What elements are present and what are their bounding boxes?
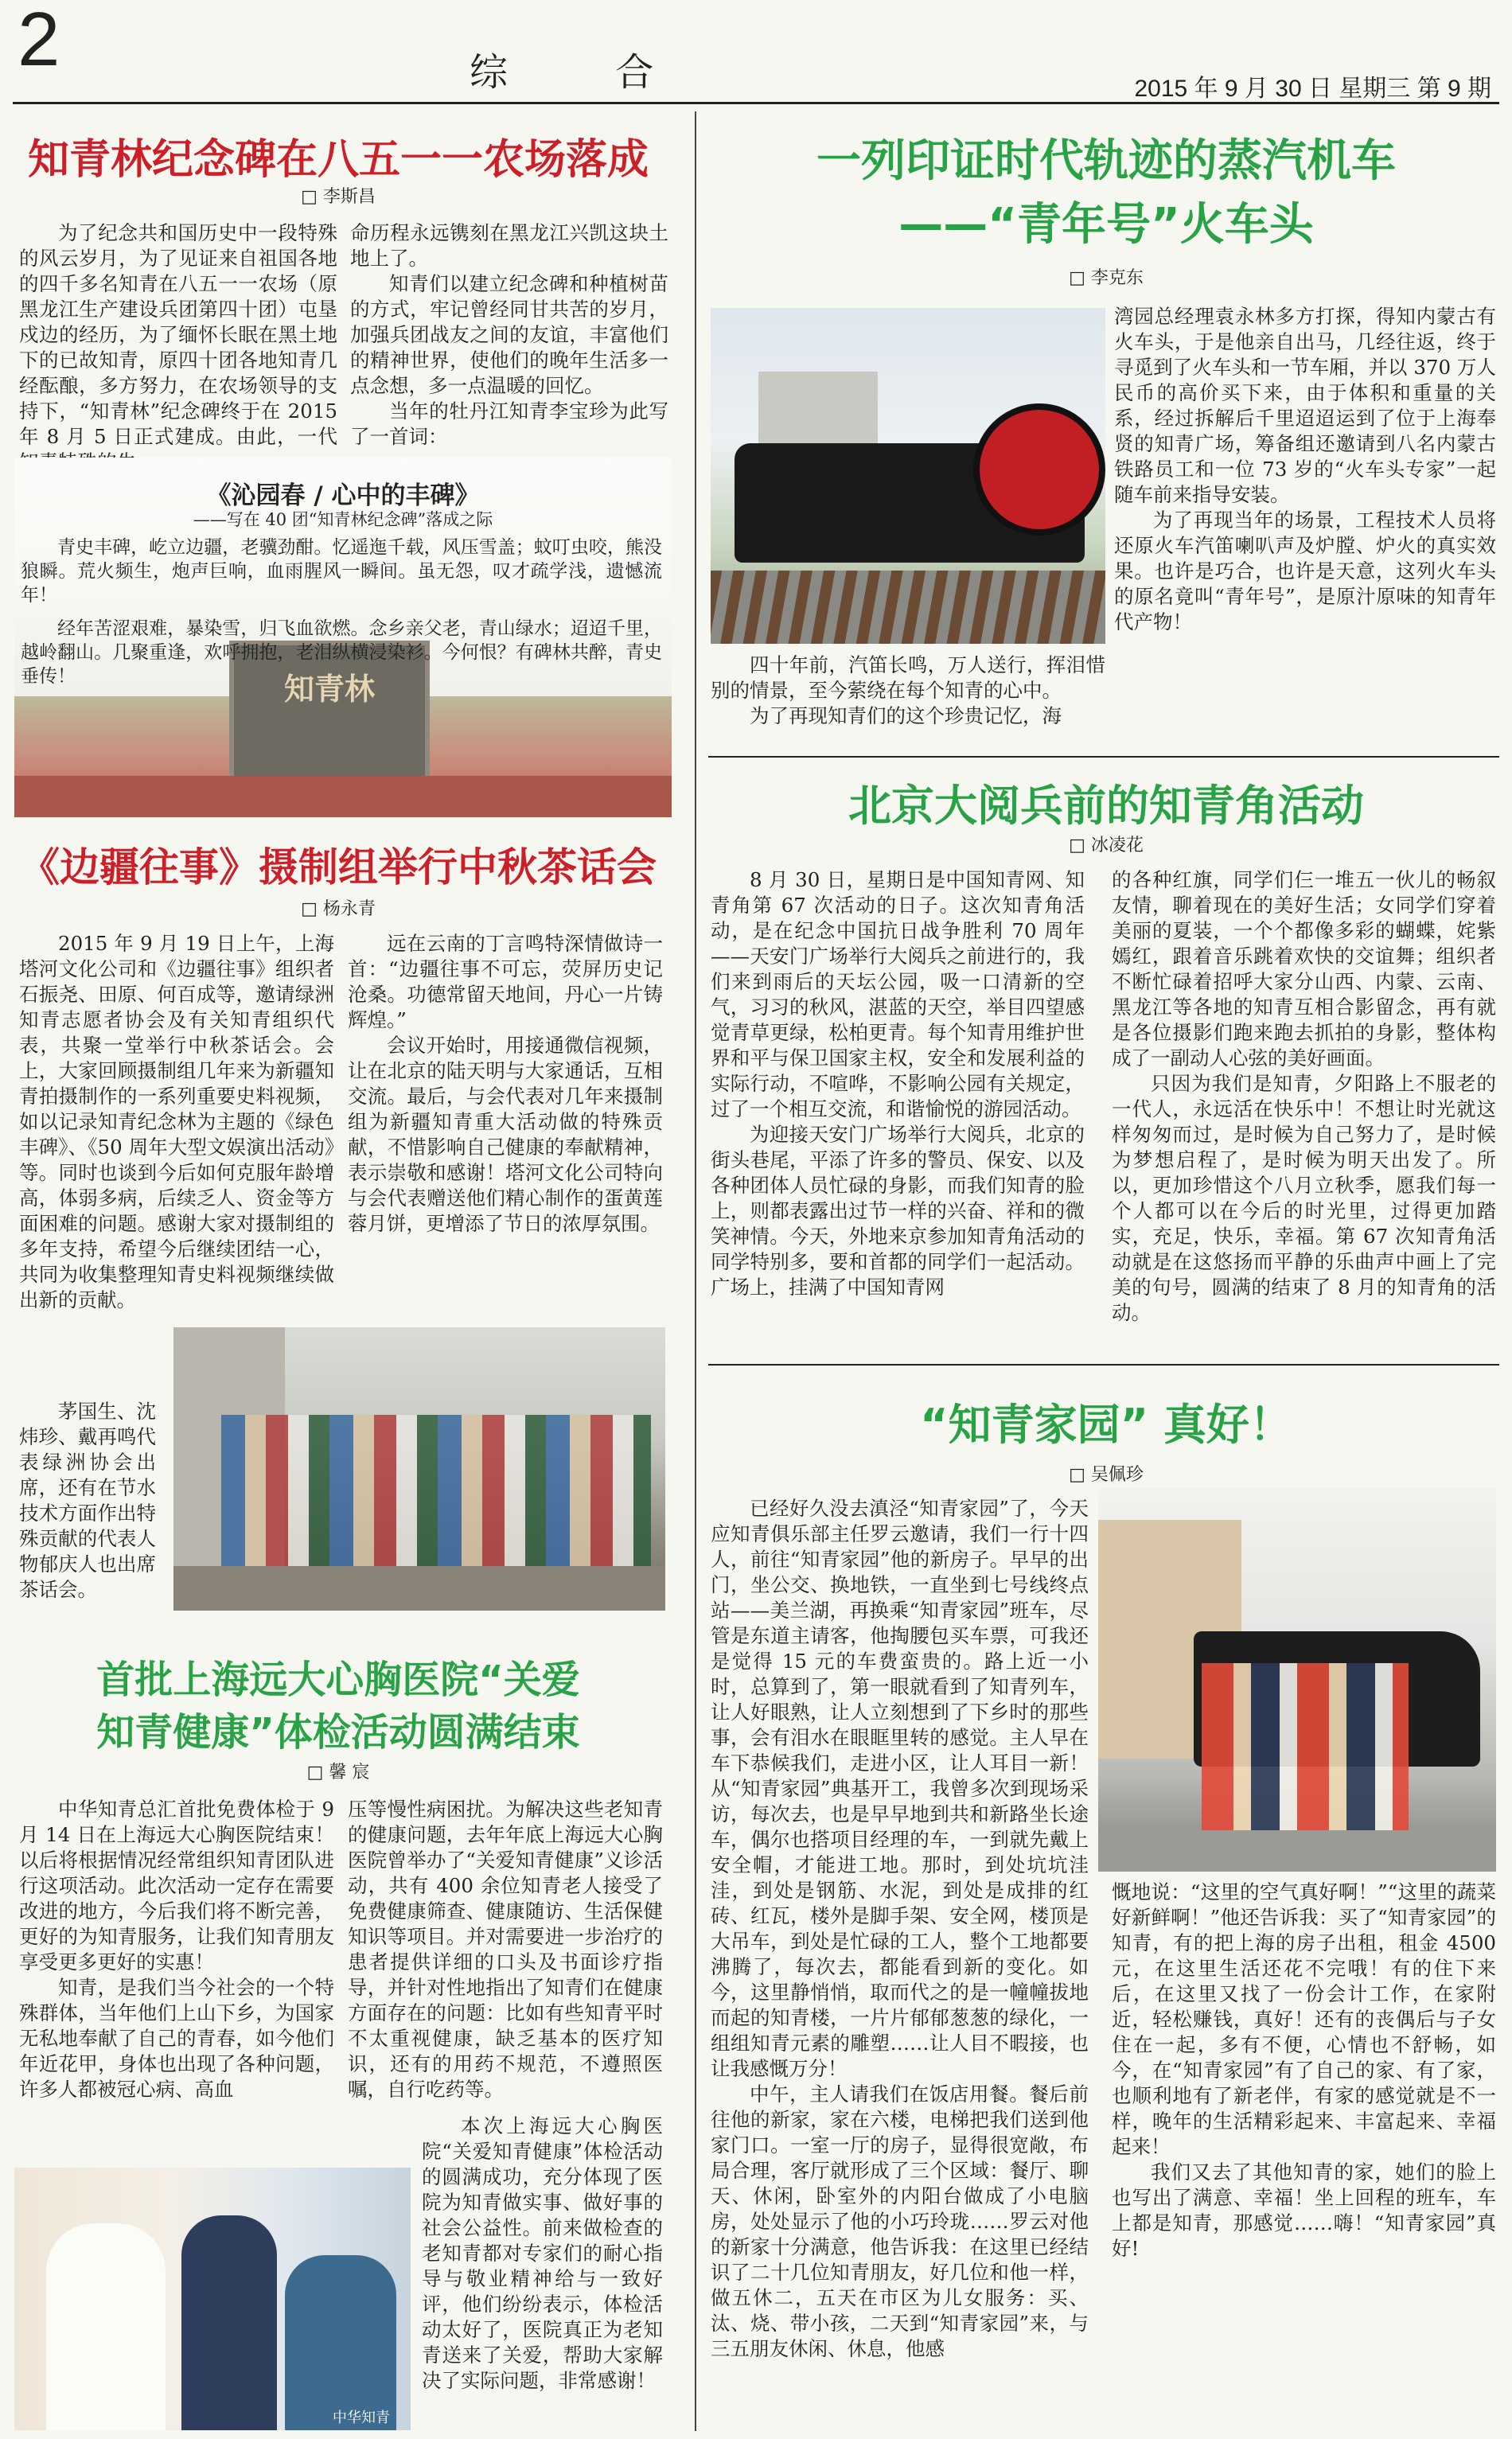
article5-author: □ 冰凌花 [1069,836,1144,855]
poem-title: 《沁园春 / 心中的丰碑》 [206,481,480,510]
poem-subtitle: ——写在 40 团“知青林纪念碑”落成之际 [193,510,493,529]
monument-inscription: 知青林 [283,671,375,707]
article1-col2: 命历程永远镌刻在黑龙江兴凯这块土地上了。 知青们以建立纪念碑和种植树苗的方式，牢记曾经同甘共苦的岁月，加强兵团战友之间的友谊，丰富他们的精神世界，使他们的晚年生活多一点念想，多一点温暖的回忆。 当年的牡丹江知青李宝珍为此写了一首词： [350,221,668,448]
tea-party-group-photo [173,1327,665,1611]
group-of-people [221,1415,651,1566]
article6-title: “知青家园” 真好！ [920,1400,1292,1450]
article6-author: □ 吴佩珍 [1069,1465,1144,1485]
article5-col1: 8 月 30 日，星期日是中国知青网、知青角第 67 次活动的日子。这次知青角活动，是在纪念中国抗日战争胜利 70 周年——天安门广场举行大阅兵之前进行的，我们来到雨后的天坛公园，吸一口清新的空气，习习的秋风，湛蓝的天空，举目四望感觉青草更绿，松柏更青。每个知青用维护世界和平与保卫国家主权，安全和发展利益的实际行动，不喧哗，不影响公园有关规定，过了一个相互交流，和谐愉悦的游园活动。 为迎接天安门广场举行大阅兵，北京的街头巷尾，平添了许多的警员、保安、以及各种团体人员忙碌的身影，而我们知青的脸上，则都表露出过节一样的兴奋、祥和的微笑神情。今天，外地来京参加知青角活动的同学特别多，要和首都的同学们一起活动。广场上，挂满了中国知青网 [711,868,1085,1299]
visitor-figure [181,2215,277,2430]
article2-author: □ 杨永青 [301,899,376,919]
section-rule-2 [708,1364,1499,1366]
stone-steps [173,1566,665,1611]
article3-col2b: 本次上海远大心胸医院“关爱知青健康”体检活动的圆满成功，充分体现了医院为知青做实事、做好事的社会公益性。前来做检查的老知青都对专家们的耐心指导与敬业精神给与一致好评，他们纷纷表示，体检活动太好了，医院真正为老知青送来了关爱，帮助大家解决了实际问题，非常感谢！ [422,2114,663,2392]
article6-col1: 已经好久没去滇泾“知青家园”了，今天应知青俱乐部主任罗云邀请，我们一行十四人，前往“知青家园”他的新房子。早早的出门，坐公交、换地铁，一直坐到七号线终点站——美兰湖，再换乘“知青家园”班车，尽管是东道主请客，他掏腰包买车票，可我还是觉得 15 元的车费蛮贵的。路上近一小时，总算到了，第一眼就看到了知青列车，让人好眼熟，让人立刻想到了下乡时的那些事，会有泪水在眼眶里转的感觉。主人早在车下恭候我们，走进小区，让人耳目一新！从“知青家园”典基开工，我曾多次到现场采访，每次去，也是早早地到共和新路坐长途车，偶尔也搭项目经理的车，一到就先戴上安全帽，才能进工地。那时，到处坑坑洼洼，到处是钢筋、水泥，到处是成排的红砖、红瓦，楼外是脚手架、安全网，楼顶是大吊车，到处是忙碌的工人，整个工地都要沸腾了，每次去，都能看到新的变化。如今，这里静悄悄，取而代之的是一幢幢拔地而起的知青楼，一片片郁郁葱葱的绿化，一组组知青元素的雕塑……让人目不暇接，也让我感慨万分！ 中午，主人请我们在饭店用餐。餐后前往他的新家，家在六楼，电梯把我们送到他家门口。一室一厅的房子，显得很宽敞，布局合理，客厅就形成了三个区域：餐厅、聊天、休闲，卧室外的内阳台做成了小电脑房，处处显示了他的小巧玲珑……罗云对他的新家十分满意，他告诉我：在这里已经结识了二十几位知青朋友，好几位和他一样，做五休二，五天在市区为儿女服务：买、汰、烧、带小孩，二天到“知青家园”来，与三五朋友休闲、休息，他感 [711,1497,1089,2360]
article5-title: 北京大阅兵前的知青角活动 [848,781,1364,831]
section-title: 综 合 [470,50,702,95]
railway-track [711,571,1105,644]
masthead-rule [13,102,1499,104]
health-check-photo [14,2168,411,2430]
article4-title-line1: 一列印证时代轨迹的蒸汽机车 [816,135,1396,187]
brick-path [14,776,672,817]
article2-col2: 远在云南的丁言鸣特深情做诗一首：“边疆往事不可忘，荧屏历史记沧桑。功德常留天地间，丹心一片铸辉煌。” 会议开始时，用接通微信视频，让在北京的陆天明与大家通话，互相交流。最后，与会代表对几年来摄制组为新疆知青重大活动做的特殊贡献，不惜影响自己健康的奉献精神，表示崇敬和感谢！塔河文化公司特向与会代表赠送他们精心制作的蛋黄莲蓉月饼，更增添了节日的浓厚氛围。 [348,932,663,1235]
plaza-ground [1098,1830,1496,1872]
article1-col1: 为了纪念共和国历史中一段特殊的风云岁月，为了见证来自祖国各地的四千多名知青在八五一一农场（原黑龙江生产建设兵团第四十团）屯垦戍边的经历，为了缅怀长眠在黑土地下的已故知青，原四十团各地知青几经酝酿，多方努力，在农场领导的支持下，“知青林”纪念碑终于在 2015 年 8 月 5 日正式建成。由此，一代 [19,221,337,448]
article6-col2: 慨地说：“这里的空气真好啊！”“这里的蔬菜好新鲜啊！”他还告诉我：买了“知青家园”的知青，有的把上海的房子出租，租金 4500 元，在这里生活还花不完哦！有的住下来后，在这里又找了一份会计工作，在家附近，轻松赚钱，真好！还有的丧偶后与子女住在一起，多有不便，心情也不舒畅，如今，在“知青家园”有了自己的家、有了家，也顺利地有了新老伴，有家的感觉就是不一样，晚年的生活精彩起来、丰富起来、幸福起来！ 我们又去了其他知青的家，她们的脸上也写出了满意、幸福！坐上回程的班车，车上都是知青，那感觉……嗨！“知青家园”真好! [1112,1880,1496,2260]
article2-col1b: 茅国生、沈炜珍、戴再鸣代表绿洲协会出席，还有在节水技术方面作出特殊贡献的代表人物郁庆人也出席茶话会。 [19,1400,156,1601]
section-rule [708,756,1499,758]
article4-col-right: 湾园总经理袁永林多方打探，得知内蒙古有火车头，于是他亲自出马，几经往返，终于寻觅到了火车头和一节车厢，并以 370 万人民币的高价买下来，由于体积和重量的关系，经过拆解后千里迢迢运到了位于上海奉贤的知青广场，筹备组还邀请到八名内蒙古铁路员工和一位 73 岁的“火车头专家”一起随车前来指导安装。 为了再现当年的场景，工程技术人员将还原火车汽笛喇叭声及炉膛、炉火的真实效果。也许是巧合，也许是天意，这列火车头的原名竟叫“青年号”，是原汁原味的知青年代产物！ [1114,305,1496,633]
column-divider [695,111,696,2431]
article3-title-line1: 首批上海远大心胸医院“关爱 [96,1658,580,1702]
doctor-figure [46,2223,166,2430]
article5-col2: 的各种红旗，同学们仨一堆五一伙儿的畅叙友情，聊着现在的美好生活；女同学们穿着美丽的夏装，一个个都像多彩的蝴蝶，姹紫嫣红，跟着音乐跳着欢快的交谊舞；组织者不断忙碌着招呼大家分山西、内蒙、云南、黑龙江等各地的知青互相合影留念，再有就是各位摄影们跑来跑去抓拍的身影，整体构成了一副动人心弦的美好画面。 只因为我们是知青，夕阳路上不服老的一代人，永远活在快乐中！不想让时光就这样匆匆而过，是时候为自己努力了，是时候为梦想启程了，是时候为明天出发了。所以，更加珍惜这个八月立秋季，愿我们每一个人都可以在今后的时光里，过得更加踏实，充足，快乐，幸福。第 67 次知青角活动就是在这悠扬而平静的乐曲声中画上了完美的句号，圆满的结束了 8 月的知青角的活动。 [1112,868,1496,1324]
steam-locomotive-photo [711,308,1105,644]
article4-title-line2: ——“青年号”火车头 [898,199,1314,251]
article1-author: □ 李斯昌 [301,187,376,207]
article3-author: □ 馨 宸 [306,1763,370,1782]
article4-col-bottom: 四十年前，汽笛长鸣，万人送行，挥泪惜别的情景，至今萦绕在每个知青的心中。 为了再现知青们的这个珍贵记忆，海 [711,653,1105,727]
patient-figure [285,2255,396,2430]
zhiqing-jiayuan-photo [1098,1488,1496,1872]
issue-date: 2015 年 9 月 30 日 星期三 第 9 期 [1134,76,1491,102]
group-of-women [1202,1663,1409,1830]
monument-photo [14,458,672,817]
article3-col1: 中华知青总汇首批免费体检于 9 月 14 日在上海远大心胸医院结束！以后将根据情况经常组织知青团队进行这项活动。此次活动一定存在需要改进的地方，今后我们将不断完善，更好的为知青服务，让我们知青朋友享受更多更好的实惠！ 知青，是我们当今社会的一个特殊群体，当年他们上山下乡，为国家无私地奉献了自己的青春，如今他们年近花甲，身体也出现了各种问题，许多人都被冠心病、高血 [19,1798,334,2101]
article3-col2: 压等慢性病困扰。为解决这些老知青的健康问题，去年年底上海远大心胸医院曾举办了“关爱知青健康”义诊活动，共有 400 余位知青老人接受了免费健康筛查、健康随访、生活保健知识等项目。并对需要进一步治疗的患者提供详细的口头及书面诊疗指导，并针对性地指出了知青们在健康方面存在的问题：比如有些知青平时不太重视健康，缺乏基本的医疗知识，还有的用药不规范，不遵照医嘱，自行吃药等。 [348,1798,663,2101]
article2-col1: 2015 年 9 月 19 日上午，上海塔河文化公司和《边疆往事》组织者石振尧、田原、何百成等，邀请绿洲知青志愿者协会及有关知青组织代表，共聚一堂举行中秋茶话会。会上，大家回顾摄制组几年来为新疆知青拍摄制作的一系列重要史料视频，如以记录知青纪念林为主题的《绿色丰碑》、《50 周年大型文娱演出活动》等。同时也谈到今后如何克服年龄增高，体弱多病，后续乏人、资金等方面困难的问题。感谢大家对摄制组的多年支持，希望今后继续团结一心，共同为收集整理知青史料视频继续做出新的贡献。 [19,932,334,1311]
page-number: 2 [18,0,60,82]
article4-author: □ 李克东 [1069,268,1144,288]
article1-title: 知青林纪念碑在八五一一农场落成 [27,136,649,184]
watermark-text: 中华知青 [333,2410,390,2426]
locomotive-front [973,403,1105,536]
poem-text: 青史丰碑，屹立边疆，老骥劲酣。忆遥迤千载，风压雪盖；蚊叮虫咬，熊没狼瞬。荒火频生，炮声巨响，血雨腥风一瞬间。虽无怨，叹才疏学浅，遗憾流年！ 经年苦涩艰难，暴染雪，归飞血欲燃。念乡亲父老，青山绿水；迢迢千里，越岭翻山。几聚重逢，欢呼拥抱，老泪纵横浸染衫。今何恨？有碑林共醉，青史垂传！ [21,537,662,687]
article3-title-line2: 知青健康”体检活动圆满结束 [96,1710,580,1755]
article2-title: 《边疆往事》摄制组举行中秋茶话会 [20,844,657,890]
